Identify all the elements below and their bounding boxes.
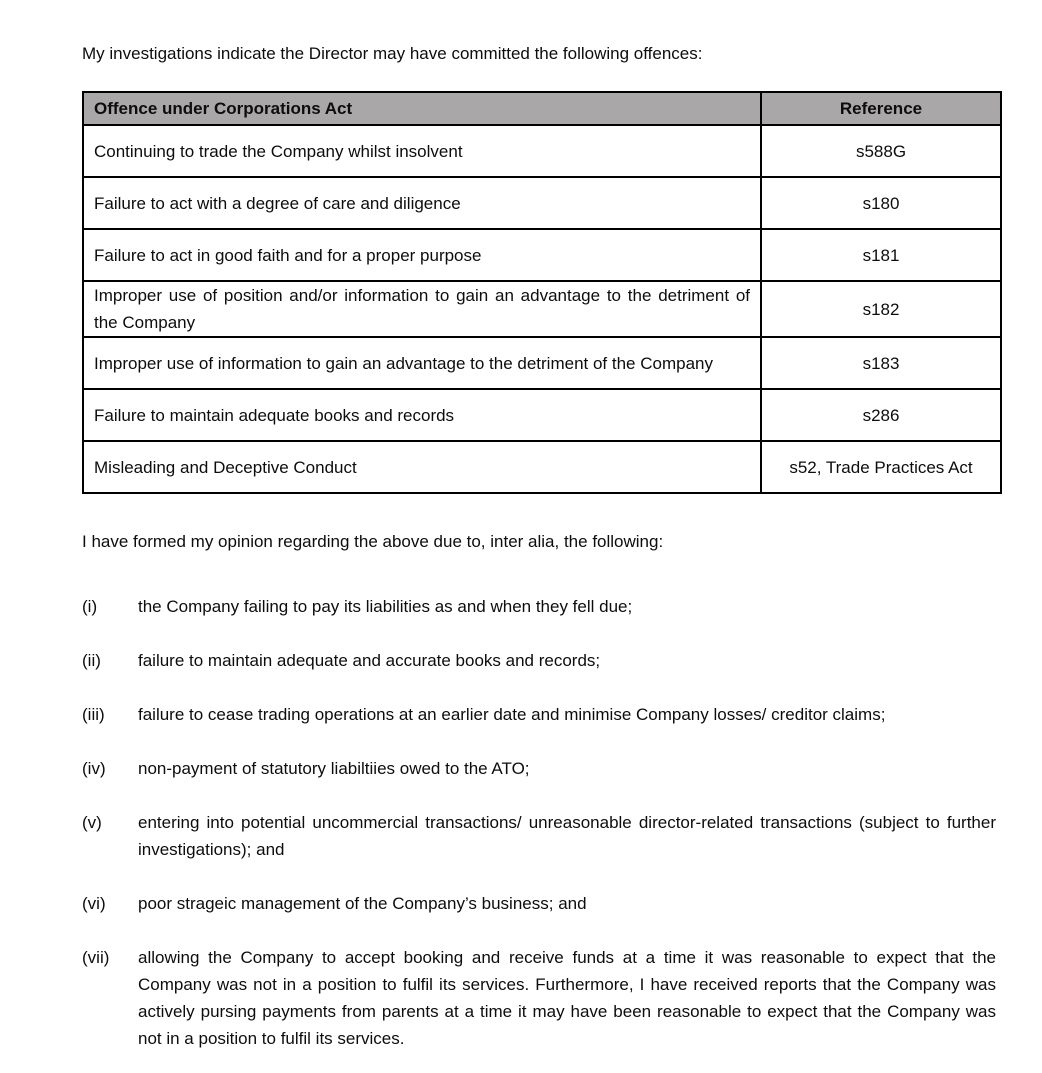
- reference-cell: s181: [761, 229, 1001, 281]
- list-item-marker: (i): [82, 597, 98, 616]
- list-item-text: failure to cease trading operations at an earlier date and minimise Company losses/ creditor claims;: [138, 705, 886, 724]
- reference-cell: s286: [761, 389, 1001, 441]
- intro-paragraph: My investigations indicate the Director may have committed the following offences:: [82, 44, 703, 63]
- reference-cell: s180: [761, 177, 1001, 229]
- offence-column-header: Offence under Corporations Act: [83, 92, 761, 125]
- list-item-text: non-payment of statutory liabiltiies owed to the ATO;: [138, 759, 530, 778]
- table-row: [83, 229, 1001, 281]
- list-item-marker: (vi): [82, 894, 106, 913]
- list-item-text: failure to maintain adequate and accurate books and records;: [138, 651, 601, 670]
- reference-cell: s588G: [761, 125, 1001, 177]
- opinion-paragraph: I have formed my opinion regarding the above due to, inter alia, the following:: [82, 532, 664, 551]
- offence-cell: Failure to act with a degree of care and diligence: [83, 177, 761, 229]
- list-item-text: entering into potential uncommercial transactions/ unreasonable director-related transactions (subject to further investigations); and: [138, 813, 996, 859]
- table-row: [83, 177, 1001, 229]
- offence-cell: Failure to act in good faith and for a proper purpose: [83, 229, 761, 281]
- list-item-marker: (ii): [82, 651, 101, 670]
- table-row: [83, 125, 1001, 177]
- list-item-marker: (iii): [82, 705, 105, 724]
- list-item: [82, 890, 996, 917]
- list-item-marker: (v): [82, 813, 102, 832]
- table-row: [83, 281, 1001, 337]
- list-item: [82, 593, 996, 620]
- list-item-text: poor strageic management of the Company’s business; and: [138, 894, 587, 913]
- offence-cell: Continuing to trade the Company whilst insolvent: [83, 125, 761, 177]
- reference-column-header: Reference: [761, 92, 1001, 125]
- list-item: [82, 944, 996, 1052]
- table-row: [83, 389, 1001, 441]
- list-item-marker: (iv): [82, 759, 106, 778]
- list-item-text: allowing the Company to accept booking and receive funds at a time it was reasonable to expect that the Company was not in a position to fulfil its services. Furthermore, I have received reports that the Company was actively pursing payments from parents at a time it may have been reasonable to expect that the Company was not in a position to fulfil its services.: [138, 948, 996, 1048]
- reference-cell: s182: [761, 281, 1001, 337]
- table-row: [83, 441, 1001, 493]
- offence-cell: Misleading and Deceptive Conduct: [83, 441, 761, 493]
- table-header-row: [83, 92, 1001, 125]
- table-row: [83, 337, 1001, 389]
- reference-cell: s183: [761, 337, 1001, 389]
- list-item: [82, 701, 996, 728]
- offence-cell: Improper use of information to gain an advantage to the detriment of the Company: [83, 337, 761, 389]
- offences-table: [82, 91, 1002, 494]
- offence-cell: Improper use of position and/or information to gain an advantage to the detriment of the Company: [83, 281, 761, 337]
- reasons-list: [82, 593, 996, 1052]
- list-item: [82, 809, 996, 863]
- reference-cell: s52, Trade Practices Act: [761, 441, 1001, 493]
- list-item: [82, 647, 996, 674]
- list-item: [82, 755, 996, 782]
- offence-cell: Failure to maintain adequate books and records: [83, 389, 761, 441]
- list-item-marker: (vii): [82, 948, 110, 967]
- list-item-text: the Company failing to pay its liabilities as and when they fell due;: [138, 597, 633, 616]
